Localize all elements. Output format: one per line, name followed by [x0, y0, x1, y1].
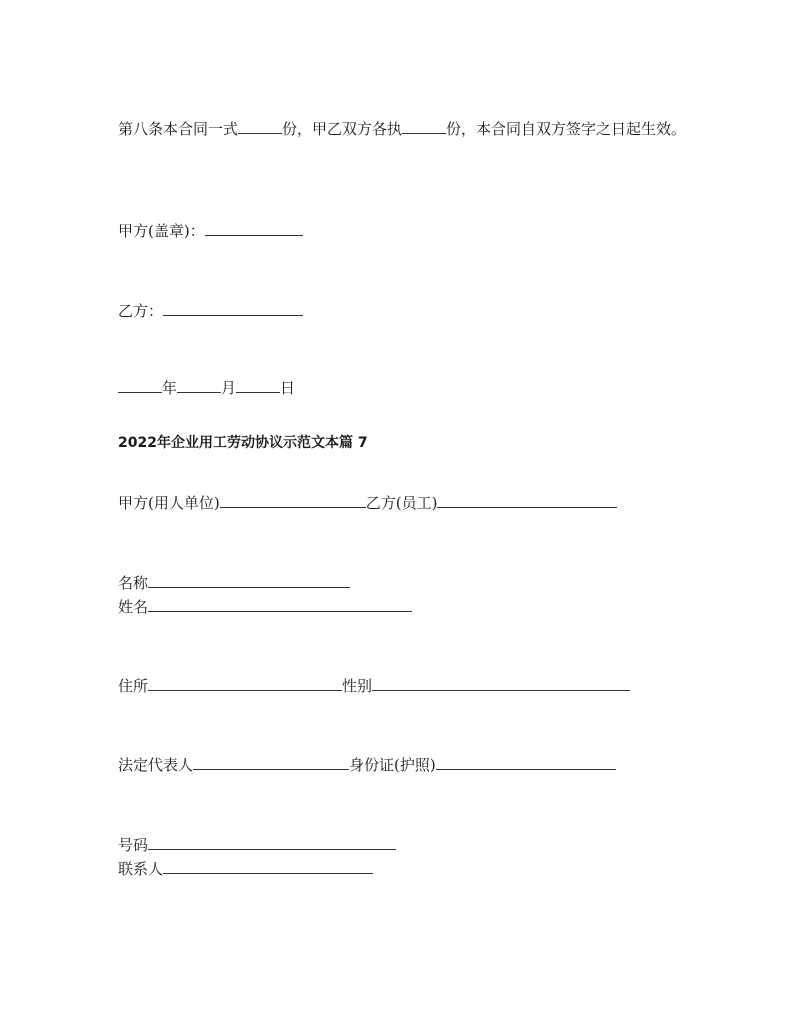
address-gender-line: [118, 673, 630, 698]
legal-rep-label: 法定代表人: [118, 756, 194, 774]
contact-blank[interactable]: [163, 856, 373, 874]
party-b-line: [118, 298, 303, 323]
party-a-employer-blank[interactable]: [220, 490, 366, 508]
parties-line: [118, 490, 617, 515]
year-label: 年: [162, 379, 178, 397]
clause-eight-end: 效。: [656, 120, 687, 138]
address-blank[interactable]: [148, 673, 342, 691]
section-title: 2022年企业用工劳动协议示范文本篇 7: [118, 435, 368, 451]
date-line: [118, 375, 295, 400]
id-passport-label: 身份证(护照): [349, 756, 436, 774]
copies-total-blank[interactable]: [238, 116, 282, 134]
person-name-label: 姓名: [118, 598, 149, 616]
party-b-employee-blank[interactable]: [437, 490, 617, 508]
copies-each-blank[interactable]: [402, 116, 446, 134]
contact-line: [118, 856, 373, 881]
clause-eight: [118, 116, 688, 141]
org-name-blank[interactable]: [148, 570, 350, 588]
month-blank[interactable]: [177, 375, 221, 393]
address-label: 住所: [118, 677, 149, 695]
day-blank[interactable]: [236, 375, 280, 393]
id-passport-blank[interactable]: [436, 752, 616, 770]
gender-blank[interactable]: [372, 673, 630, 691]
party-a-seal-label: 甲方(盖章)：: [118, 222, 205, 240]
month-label: 月: [221, 379, 237, 397]
clause-eight-mid1: 份，甲乙双方各执: [282, 120, 403, 138]
number-line: [118, 832, 396, 857]
party-b-employee-label: 乙方(员工): [365, 494, 438, 512]
day-label: 日: [280, 379, 296, 397]
party-b-blank[interactable]: [163, 298, 303, 316]
party-b-label: 乙方：: [118, 302, 164, 320]
number-blank[interactable]: [148, 832, 396, 850]
clause-eight-mid2: 份，本合同自双方签字之日起生: [446, 120, 657, 138]
number-label: 号码: [118, 836, 149, 854]
party-a-employer-label: 甲方(用人单位): [118, 494, 220, 512]
person-name-line: [118, 594, 412, 619]
party-a-seal-blank[interactable]: [205, 218, 303, 236]
year-blank[interactable]: [118, 375, 162, 393]
legal-rep-blank[interactable]: [193, 752, 349, 770]
contact-label: 联系人: [118, 860, 164, 878]
person-name-blank[interactable]: [148, 594, 412, 612]
clause-eight-prefix: 第八条本合同一式: [118, 120, 239, 138]
party-a-seal-line: [118, 218, 303, 243]
org-name-label: 名称: [118, 574, 149, 592]
gender-label: 性别: [342, 677, 373, 695]
org-name-line: [118, 570, 350, 595]
legal-rep-line: [118, 752, 616, 777]
